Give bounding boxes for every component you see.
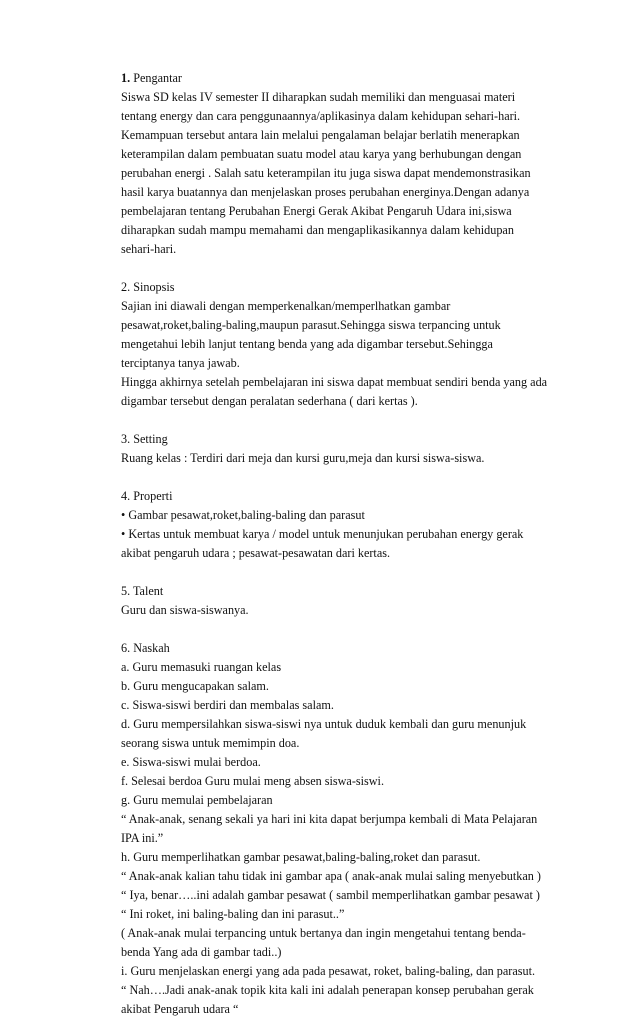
script-line: b. Guru mengucapakan salam. [121,679,269,693]
section-heading-sinopsis: 2. Sinopsis [121,280,175,294]
paragraph-line: sehari-hari. [121,242,177,256]
script-line: ( Anak-anak mulai terpancing untuk bertanya dan ingin mengetahui tentang benda- [121,926,526,940]
script-line: c. Siswa-siswi berdiri dan membalas salam. [121,698,334,712]
heading-text: Pengantar [130,71,182,85]
section-spacer [121,468,581,487]
paragraph-line: digambar tersebut dengan peralatan sederhana ( dari kertas ). [121,394,418,408]
paragraph-line: Hingga akhirnya setelah pembelajaran ini siswa dapat membuat sendiri benda yang ada [121,375,548,389]
script-line: “ Anak-anak, senang sekali ya hari ini kita dapat berjumpa kembali di Mata Pelajaran [121,812,538,826]
document-body [121,69,581,1019]
paragraph-line: Siswa SD kelas IV semester II diharapkan sudah memiliki dan menguasai materi [121,90,516,104]
section-heading-talent: 5. Talent [121,584,164,598]
section-spacer [121,620,581,639]
paragraph-line: perubahan energi . Salah satu keterampilan itu juga siswa dapat mendemonstrasikan [121,166,531,180]
section-heading-properti: 4. Properti [121,489,173,503]
section-heading-naskah: 6. Naskah [121,641,170,655]
paragraph-line: Guru dan siswa-siswanya. [121,603,249,617]
paragraph-line: terciptanya tanya jawab. [121,356,240,370]
bullet-item: • Gambar pesawat,roket,baling-baling dan parasut [121,508,365,522]
script-line: akibat Pengaruh udara “ [121,1002,239,1016]
paragraph-line: pesawat,roket,baling-baling,maupun parasut.Sehingga siswa terpancing untuk [121,318,501,332]
paragraph-line: pembelajaran tentang Perubahan Energi Gerak Akibat Pengaruh Udara ini,siswa [121,204,512,218]
section-heading-pengantar [121,69,581,88]
paragraph-line: Sajian ini diawali dengan memperkenalkan/memperlhatkan gambar [121,299,451,313]
paragraph-line: tentang energy dan cara penggunaannya/aplikasinya dalam kehidupan sehari-hari. [121,109,521,123]
section-spacer [121,563,581,582]
paragraph-line: hasil karya buatannya dan menjelaskan proses perubahan energinya.Dengan adanya [121,185,530,199]
script-line: “ Ini roket, ini baling-baling dan ini parasut..” [121,907,345,921]
script-line: i. Guru menjelaskan energi yang ada pada pesawat, roket, baling-baling, dan parasut. [121,964,536,978]
section-heading-setting: 3. Setting [121,432,168,446]
script-line: seorang siswa untuk memimpin doa. [121,736,300,750]
section-spacer [121,411,581,430]
script-line: a. Guru memasuki ruangan kelas [121,660,282,674]
script-line: g. Guru memulai pembelajaran [121,793,273,807]
paragraph-line: Kemampuan tersebut antara lain melalui pengalaman belajar berlatih menerapkan [121,128,520,142]
script-line: “ Anak-anak kalian tahu tidak ini gambar apa ( anak-anak mulai saling menyebutkan ) [121,869,541,883]
script-line: benda Yang ada di gambar tadi..) [121,945,282,959]
bullet-item: • Kertas untuk membuat karya / model untuk menunjukan perubahan energy gerak [121,527,524,541]
script-line: f. Selesai berdoa Guru mulai meng absen siswa-siswi. [121,774,384,788]
paragraph-line: Ruang kelas : Terdiri dari meja dan kursi guru,meja dan kursi siswa-siswa. [121,451,485,465]
script-line: h. Guru memperlihatkan gambar pesawat,baling-baling,roket dan parasut. [121,850,481,864]
paragraph-line: keterampilan dalam pembuatan suatu model atau karya yang berhubungan dengan [121,147,522,161]
paragraph-line: mengetahui lebih lanjut tentang benda yang ada digambar tersebut.Sehingga [121,337,493,351]
section-spacer [121,259,581,278]
script-line: “ Iya, benar…..ini adalah gambar pesawat ( sambil memperlihatkan gambar pesawat ) [121,888,540,902]
script-line: d. Guru mempersilahkan siswa-siswi nya untuk duduk kembali dan guru menunjuk [121,717,527,731]
script-line: IPA ini.” [121,831,164,845]
heading-number: 1. [121,71,131,85]
script-line: “ Nah….Jadi anak-anak topik kita kali ini adalah penerapan konsep perubahan gerak [121,983,534,997]
paragraph-line: diharapkan sudah mampu memahami dan mengaplikasikannya dalam kehidupan [121,223,514,237]
paragraph-line: akibat pengaruh udara ; pesawat-pesawatan dari kertas. [121,546,391,560]
script-line: e. Siswa-siswi mulai berdoa. [121,755,261,769]
